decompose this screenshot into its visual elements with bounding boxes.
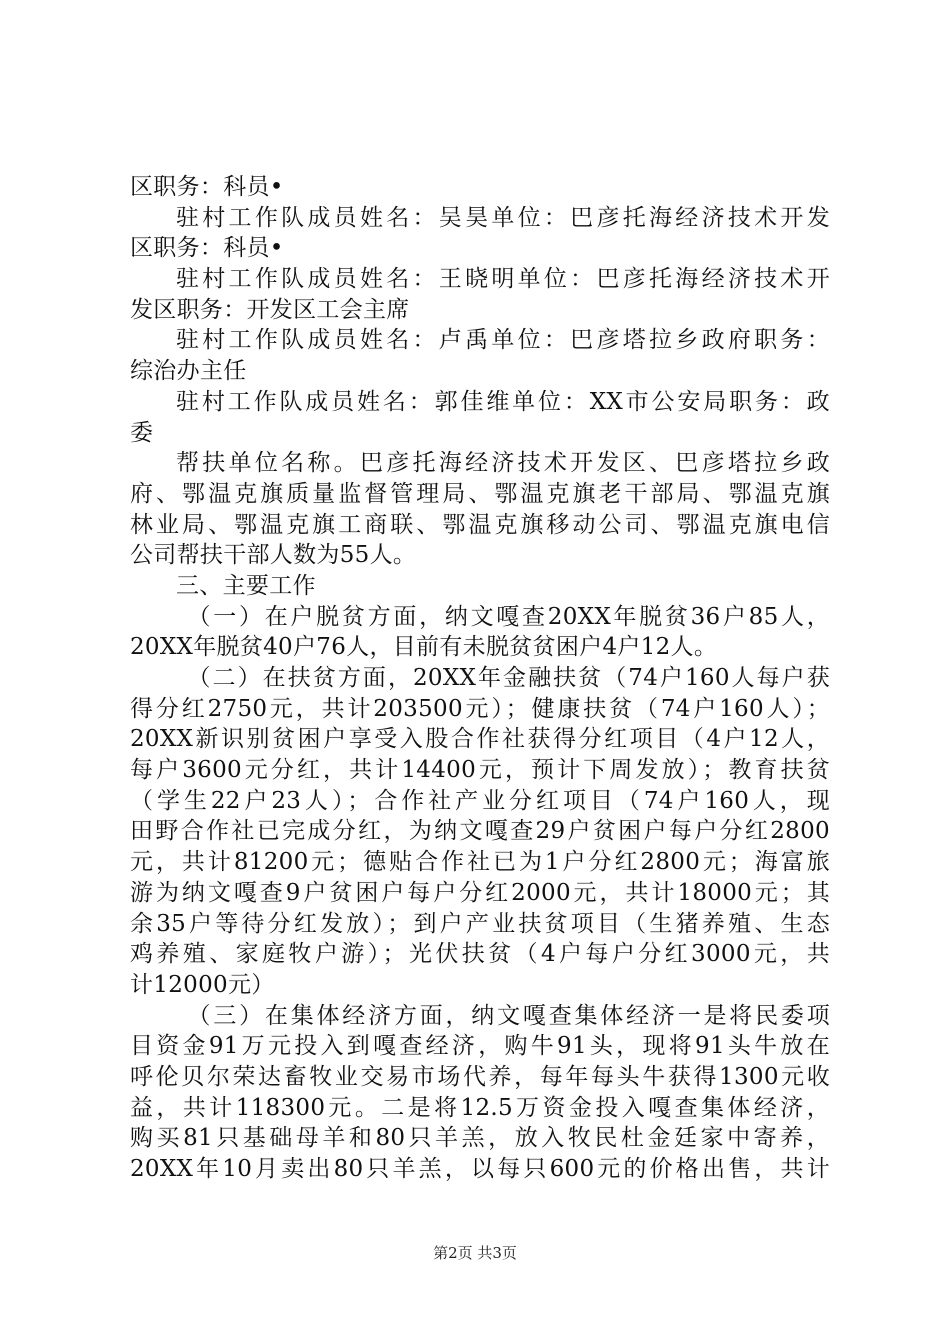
document-line: （三）在集体经济方面，纳文嘎查集体经济一是将民委项 bbox=[187, 1002, 830, 1029]
document-line: 游为纳文嘎查9户贫困户每户分红2000元，共计18000元；其 bbox=[130, 879, 830, 906]
document-line: 20XX年10月卖出80只羊羔，以每只600元的价格出售，共计 bbox=[130, 1156, 830, 1182]
document-line: 林业局、鄂温克旗工商联、鄂温克旗移动公司、鄂温克旗电信 bbox=[130, 511, 830, 538]
document-line: 余35户等待分红发放）；到户产业扶贫项目（生猪养殖、生态 bbox=[130, 910, 830, 937]
document-line: 三、主要工作 bbox=[176, 572, 316, 599]
document-line: 区职务：科员• bbox=[130, 174, 284, 200]
page-footer: 第2页 共3页 bbox=[433, 1244, 517, 1262]
document-line: 驻村工作队成员姓名：郭佳维单位：XX市公安局职务：政 bbox=[176, 388, 830, 415]
document-line: 元，共计81200元；德贴合作社已为1户分红2800元；海富旅 bbox=[130, 849, 830, 876]
document-line: （学生22户23人）；合作社产业分红项目（74户160人，现 bbox=[130, 787, 830, 814]
document-line: 鸡养殖、家庭牧户游）；光伏扶贫（4户每户分红3000元，共 bbox=[130, 941, 830, 968]
document-line: 驻村工作队成员姓名：卢禹单位：巴彦塔拉乡政府职务： bbox=[176, 327, 830, 354]
document-line: 区职务：科员• bbox=[130, 235, 284, 262]
document-line: 公司帮扶干部人数为55人。 bbox=[130, 542, 417, 569]
document-body bbox=[130, 172, 830, 1185]
document-line: 20XX新识别贫困户享受入股合作社获得分红项目（4户12人， bbox=[130, 726, 830, 753]
document-line: 目资金91万元投入到嘎查经济，购牛91头，现将91头牛放在 bbox=[130, 1033, 830, 1060]
document-line: 20XX年脱贫40户76人，目前有未脱贫贫困户4户12人。 bbox=[130, 634, 718, 661]
document-line: 益，共计118300元。二是将12.5万资金投入嘎查集体经济， bbox=[130, 1094, 830, 1121]
document-line: 府、鄂温克旗质量监督管理局、鄂温克旗老干部局、鄂温克旗 bbox=[130, 480, 830, 507]
document-line: 得分红2750元，共计203500元）；健康扶贫（74户160人）； bbox=[130, 695, 830, 722]
document-line: 呼伦贝尔荣达畜牧业交易市场代养，每年每头牛获得1300元收 bbox=[130, 1063, 830, 1090]
document-line: （一）在户脱贫方面，纳文嘎查20XX年脱贫36户85人， bbox=[187, 603, 830, 630]
document-line: 综治办主任 bbox=[130, 358, 247, 385]
document-line: （二）在扶贫方面，20XX年金融扶贫（74户160人每户获 bbox=[187, 665, 830, 691]
document-line: 每户3600元分红，共计14400元，预计下周发放）；教育扶贫 bbox=[130, 757, 830, 784]
document-line: 计12000元） bbox=[130, 971, 275, 998]
document-line: 驻村工作队成员姓名：吴昊单位：巴彦托海经济技术开发 bbox=[176, 204, 830, 231]
document-line: 委 bbox=[130, 419, 154, 446]
document-line: 田野合作社已完成分红，为纳文嘎查29户贫困户每户分红2800 bbox=[130, 818, 830, 845]
document-line: 购买81只基础母羊和80只羊羔，放入牧民杜金廷家中寄养， bbox=[130, 1125, 830, 1152]
document-line: 驻村工作队成员姓名：王晓明单位：巴彦托海经济技术开 bbox=[176, 266, 830, 293]
document-line: 帮扶单位名称。巴彦托海经济技术开发区、巴彦塔拉乡政 bbox=[176, 450, 830, 477]
document-line: 发区职务：开发区工会主席 bbox=[130, 296, 410, 323]
